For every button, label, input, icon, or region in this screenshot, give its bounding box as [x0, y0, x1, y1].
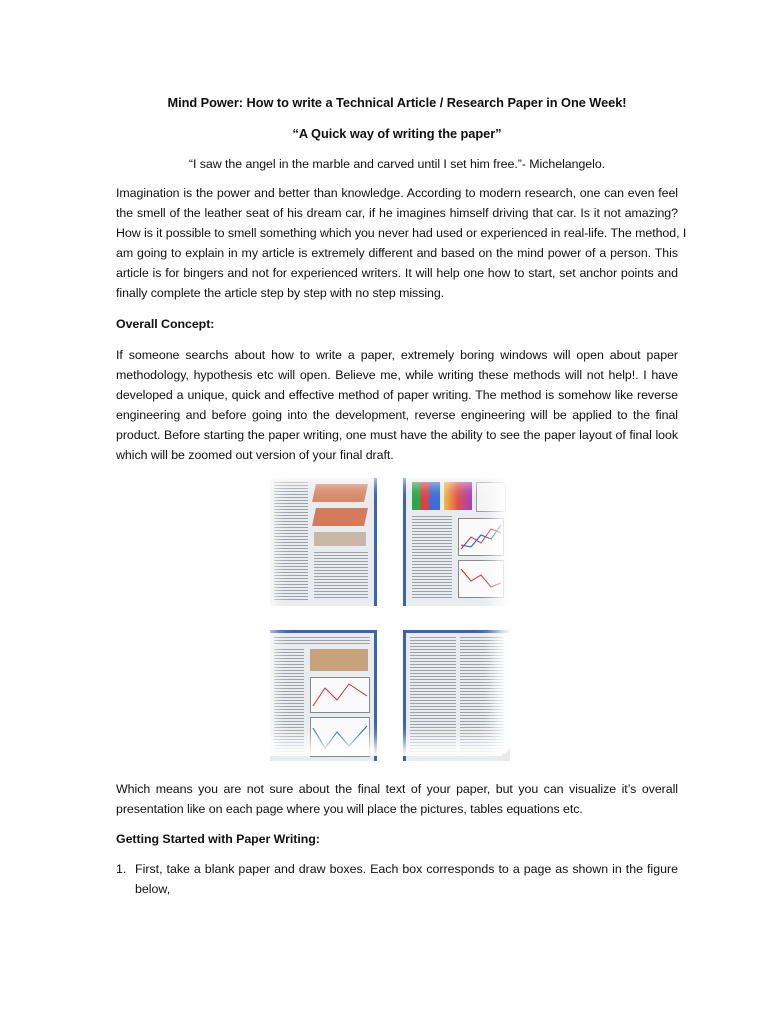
- paper-layout-figure: [262, 470, 506, 752]
- list-item-number: 1.: [116, 862, 127, 876]
- paper-page-thumbnail: [403, 478, 510, 606]
- paragraph-line: finally complete the article step by step with no step missing.: [116, 286, 445, 300]
- paragraph-line: developed a unique, quick and effective method of paper writing. The method is somehow like reverse: [116, 388, 678, 402]
- paragraph-line: Which means you are not sure about the final text of your paper, but you can visualize it’s overall: [116, 782, 678, 796]
- paper-page-thumbnail: [403, 630, 510, 761]
- paragraph-line: the smell of the leather seat of his dream car, if he imagines himself driving that car. Is it not amazing?: [116, 206, 678, 220]
- paragraph-line: presentation like on each page where you will place the pictures, tables equations etc.: [116, 802, 583, 816]
- paragraph-line: How is it possible to smell something which you never had used or experienced in real-life. The method, I: [116, 226, 687, 240]
- figure-illustration: [312, 484, 368, 502]
- figure-illustration: [476, 482, 506, 512]
- document-subtitle: “A Quick way of writing the paper”: [292, 126, 502, 141]
- paragraph-line: which will be zoomed out version of your final draft.: [116, 448, 394, 462]
- paper-page-thumbnail: [270, 630, 377, 761]
- figure-illustration: [458, 518, 504, 556]
- paragraph-line: If someone searchs about how to write a paper, extremely boring windows will open about paper: [116, 348, 678, 362]
- paragraph-line: am going to explain in my article is extremely different and based on the mind power of a person. This: [116, 246, 678, 260]
- list-item-line: below,: [135, 882, 171, 896]
- figure-illustration: [312, 508, 368, 526]
- figure-illustration: [310, 677, 370, 713]
- paragraph-line: Imagination is the power and better than knowledge. According to modern research, one can even feel: [116, 186, 678, 200]
- heading-overall-concept: Overall Concept:: [116, 317, 215, 331]
- paragraph-line: product. Before starting the paper writing, one must have the ability to see the paper layout of final look: [116, 428, 678, 442]
- figure-illustration: [314, 532, 366, 546]
- paragraph-line: methodology, hypothesis etc will open. Believe me, while writing these methods will not help!. I have: [116, 368, 678, 382]
- paragraph-line: engineering and before going into the development, reverse engineering will be applied to the final: [116, 408, 678, 422]
- figure-illustration: [444, 482, 472, 510]
- figure-illustration: [458, 560, 504, 598]
- quote: “I saw the angel in the marble and carved until I set him free.”- Michelangelo.: [188, 157, 606, 171]
- heading-getting-started: Getting Started with Paper Writing:: [116, 832, 320, 846]
- figure-illustration: [310, 649, 368, 671]
- figure-illustration: [310, 717, 370, 757]
- document-title: Mind Power: How to write a Technical Article / Research Paper in One Week!: [167, 95, 627, 110]
- paper-page-thumbnail: [270, 478, 377, 606]
- figure-illustration: [412, 482, 440, 510]
- list-item-line: First, take a blank paper and draw boxes. Each box corresponds to a page as shown in the figure: [135, 862, 678, 876]
- paragraph-line: article is for bingers and not for experienced writers. It will help one how to start, set anchor points and: [116, 266, 678, 280]
